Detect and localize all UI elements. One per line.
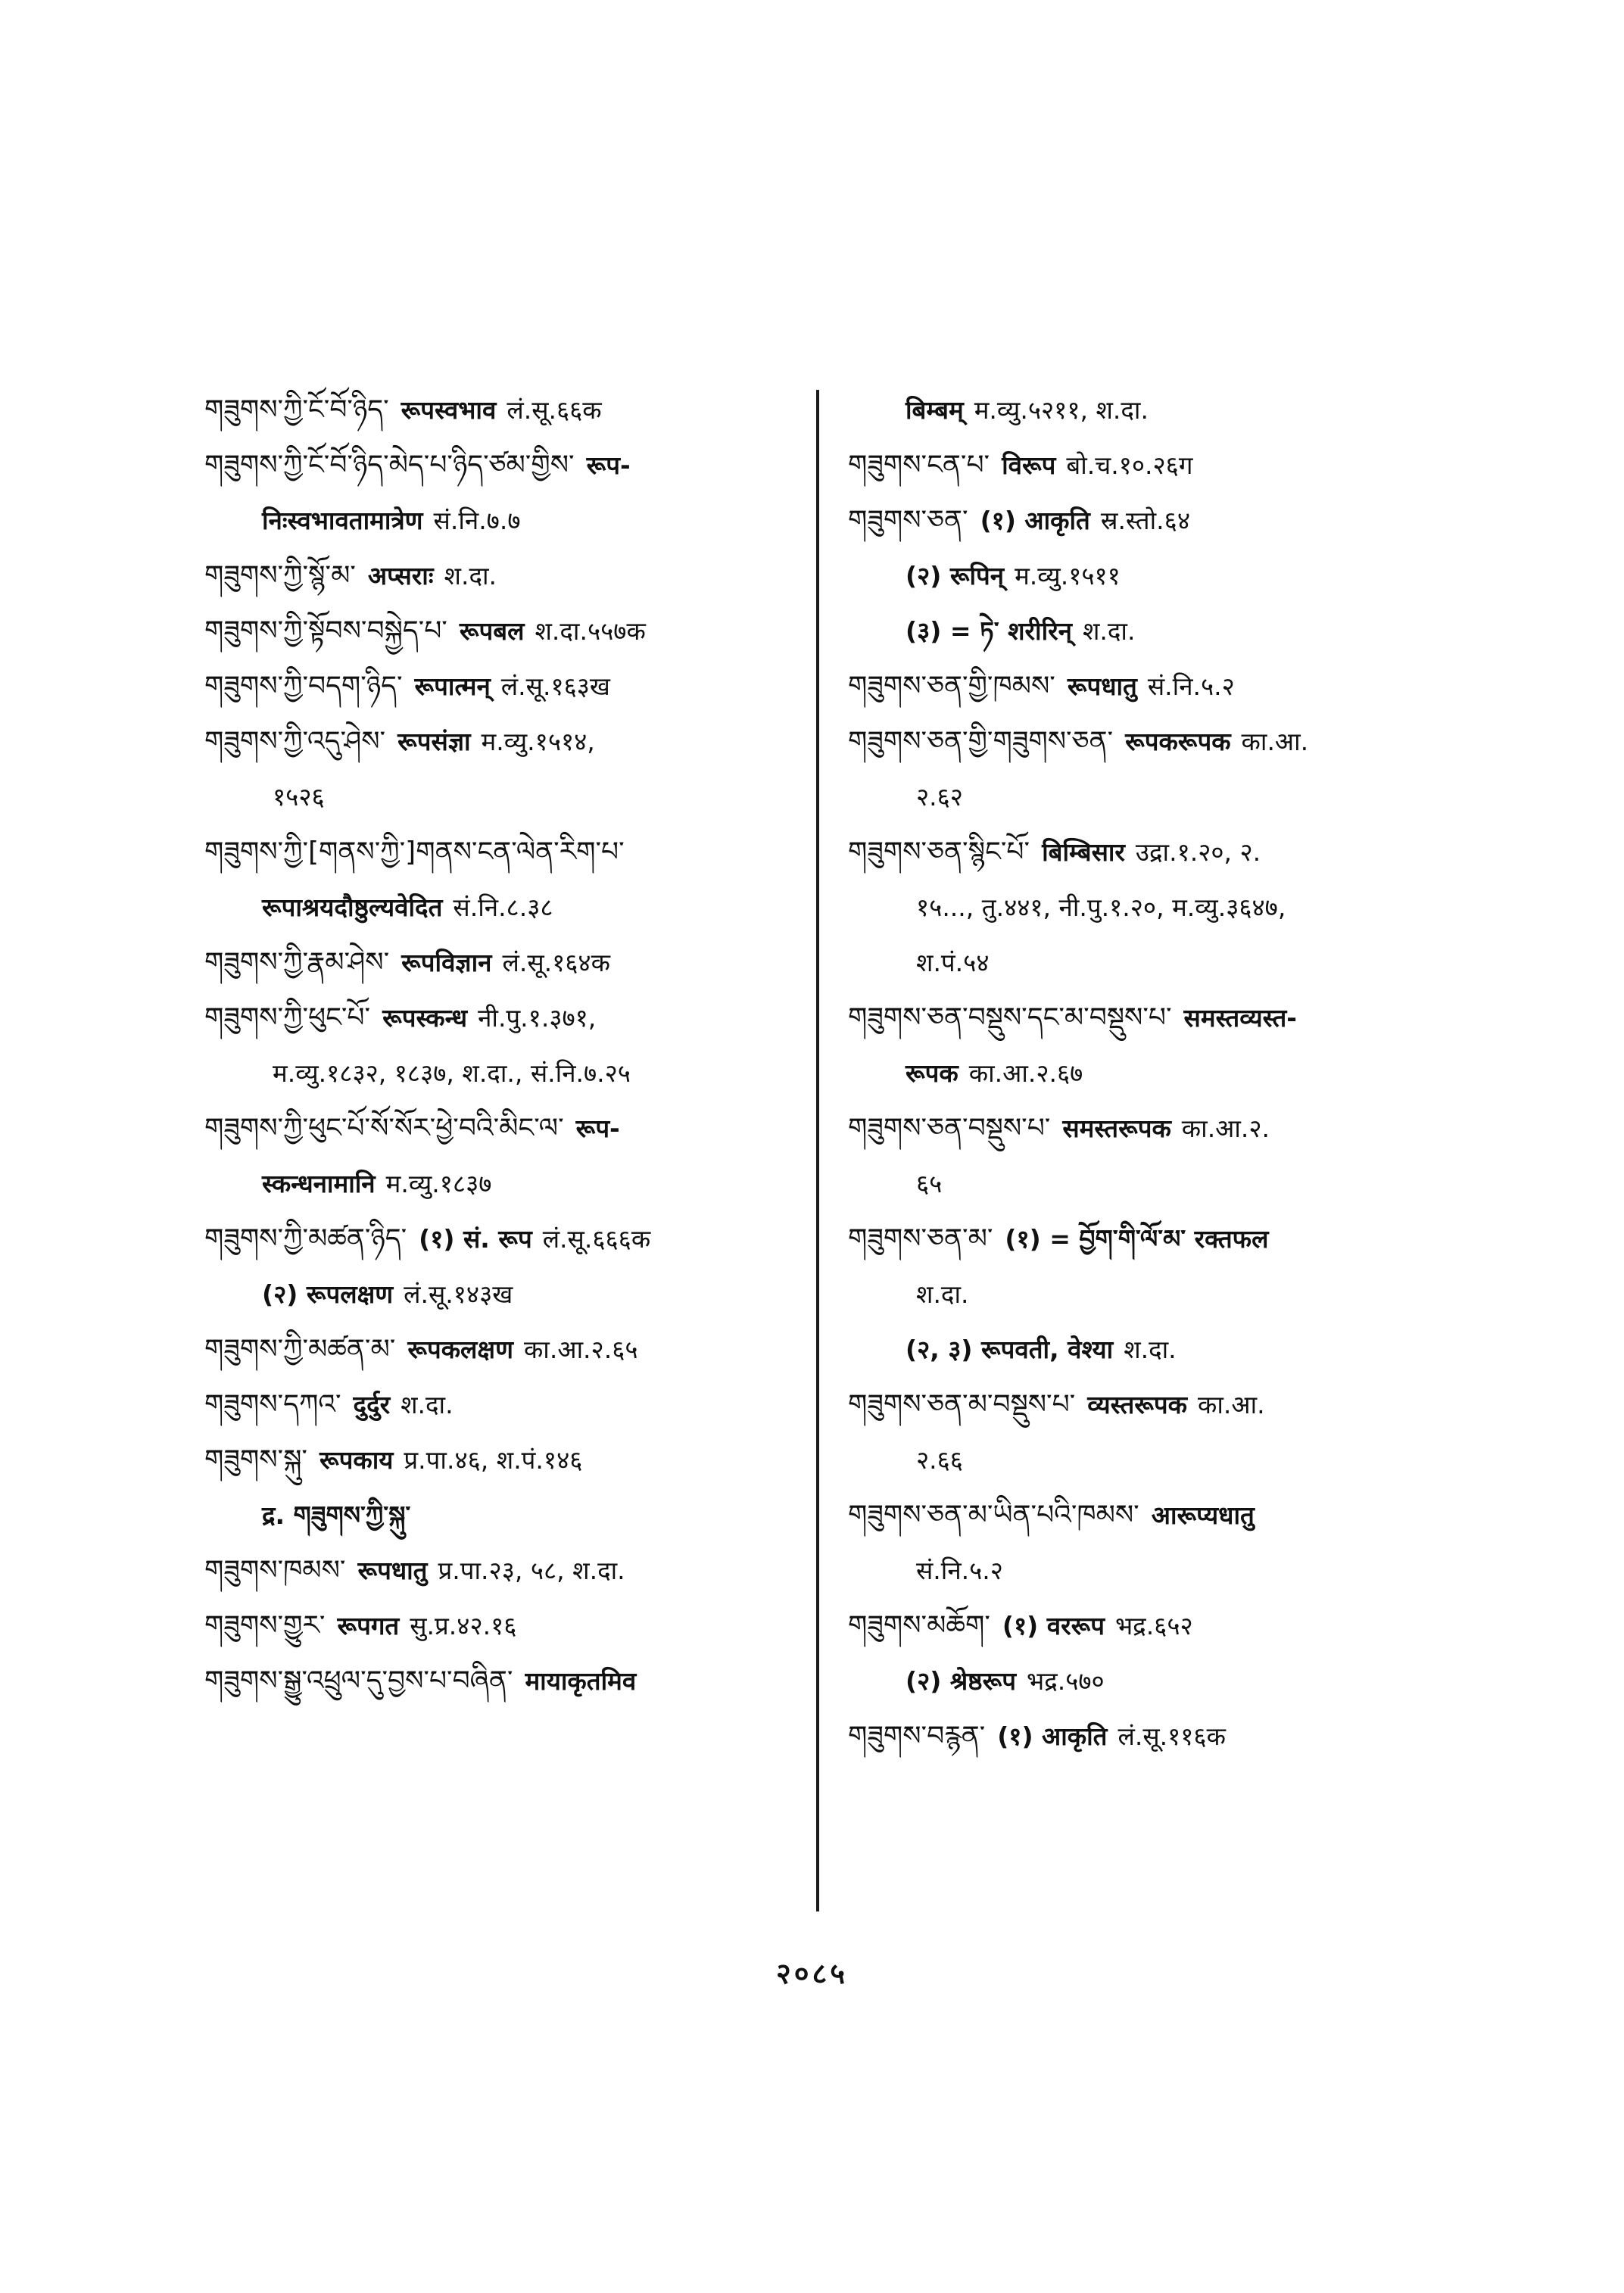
dictionary-line (204, 1156, 803, 1211)
sanskrit-equivalent: रूपाश्रयदौष्ठुल्यवेदित (262, 893, 443, 922)
dictionary-line (848, 603, 1454, 659)
source-reference: का.आ. (1241, 727, 1309, 756)
tibetan-headword: གཟུགས་སྒྱུ་འཕྲུལ་དུ་བྱས་པ་བཞིན་ (204, 1665, 513, 1696)
tibetan-headword: གཟུགས་ཀྱི་སྙོ་མ་ (204, 560, 356, 591)
sanskrit-equivalent: रूपसंज्ञा (397, 727, 471, 756)
sanskrit-equivalent: अप्सराः (367, 561, 434, 590)
sanskrit-equivalent: समस्तव्यस्त- (1183, 1003, 1298, 1033)
sanskrit-equivalent: रूपधातु (357, 1556, 428, 1585)
sanskrit-equivalent: (१) वररूप (1002, 1611, 1105, 1640)
sanskrit-equivalent: (१) आकृति (997, 1721, 1108, 1751)
tibetan-headword: གཟུགས་ཅན་བསྡུས་པ་ (848, 1113, 1051, 1144)
tibetan-headword: གཟུགས་ཀྱི་ངོ་བོ་ཉིད་ (204, 394, 389, 425)
sanskrit-equivalent: रूपधातु (1067, 671, 1137, 701)
dictionary-line (848, 714, 1454, 769)
sanskrit-equivalent: (१) सं. रूप (419, 1224, 532, 1254)
source-reference: श.दा. (916, 1279, 969, 1309)
tibetan-headword: གཟུགས་སྐུ་ (204, 1444, 307, 1475)
source-reference: सं.नि.५.२ (916, 1556, 1003, 1585)
dictionary-line (848, 1432, 1454, 1488)
source-reference: श.दा. (1082, 616, 1136, 646)
source-reference: म.व्यु.१८३२, १८३७, श.दा., सं.नि.७.२५ (273, 1058, 631, 1088)
dictionary-line (204, 714, 803, 769)
dictionary-line (848, 1488, 1454, 1543)
sanskrit-equivalent: (२) रूपिन् (906, 561, 1005, 590)
page-number: २०८५ (775, 1957, 849, 1990)
sanskrit-equivalent: (१) = བྱོག་གི་ལོ་མ་ रक्तफल (1005, 1224, 1269, 1254)
source-reference: प्र.पा.२३, ५८, श.दा. (438, 1556, 625, 1585)
sanskrit-equivalent: (२) श्रेष्ठरूप (906, 1666, 1016, 1696)
sanskrit-equivalent: रूपकरूपक (1125, 727, 1231, 756)
sanskrit-equivalent: (३) = ཏེ་ शरीरिन् (906, 616, 1072, 646)
source-reference: म.व्यु.१५११ (1015, 561, 1121, 590)
dictionary-line (204, 1045, 803, 1101)
dictionary-line (204, 438, 803, 493)
source-reference: का.आ.२.६७ (968, 1058, 1083, 1088)
source-reference: का.आ.२. (1181, 1114, 1270, 1143)
tibetan-headword: གཟུགས་དཀའ་ (204, 1389, 341, 1420)
tibetan-headword: གཟུགས་ཀྱི་རྣམ་ཤེས་ (204, 947, 390, 978)
dictionary-line (848, 548, 1454, 603)
source-reference: म.व्यु.५२११, श.दा. (974, 395, 1149, 425)
tibetan-headword: གཟུགས་ཀྱི་བདག་ཉིད་ (204, 671, 403, 702)
tibetan-headword: གཟུགས་ཅན་མ་ (848, 1223, 993, 1254)
source-reference: सं.नि.८.३८ (453, 893, 553, 922)
sanskrit-equivalent: (१) आकृति (980, 506, 1090, 535)
dictionary-line (848, 1377, 1454, 1432)
sanskrit-equivalent: रूपविज्ञान (401, 948, 492, 977)
dictionary-line (848, 1045, 1454, 1101)
source-reference: उद्रा.१.२०, २. (1135, 837, 1261, 867)
sanskrit-equivalent: स्कन्धनामानि (262, 1169, 376, 1198)
dictionary-line (848, 493, 1454, 548)
sanskrit-equivalent: रूपबल (459, 616, 525, 646)
source-reference: सु.प्र.४२.१६ (410, 1611, 517, 1640)
source-reference: का.आ.२.६५ (523, 1335, 638, 1364)
sanskrit-equivalent: मायाकृतमिव (525, 1666, 637, 1696)
dictionary-line (848, 382, 1454, 438)
dictionary-line (204, 1101, 803, 1156)
tibetan-headword: གཟུགས་ཀྱི་ངོ་བོ་ཉིད་མེད་པ་ཉིད་ཙམ་གྱིས་ (204, 450, 575, 481)
sanskrit-equivalent: रूपस्वभाव (401, 395, 497, 425)
dictionary-line (848, 1598, 1454, 1653)
source-reference: भद्र.५७० (1027, 1666, 1105, 1696)
sanskrit-equivalent: व्यस्तरूपक (1087, 1390, 1188, 1419)
dictionary-line (204, 548, 803, 603)
tibetan-headword: གཟུགས་ཅན་གྱི་གཟུགས་ཅན་ (848, 726, 1114, 757)
dictionary-line (204, 1377, 803, 1432)
dictionary-line (204, 824, 803, 880)
dictionary-line (848, 438, 1454, 493)
tibetan-headword: གཟུགས་ཅན་ (848, 505, 968, 536)
source-reference: २.६६ (916, 1445, 963, 1475)
tibetan-headword: གཟུགས་ཁམས་ (204, 1555, 346, 1586)
tibetan-headword: གཟུགས་གྱུར་ (204, 1610, 326, 1641)
dictionary-line (204, 1653, 803, 1709)
dictionary-line (848, 769, 1454, 824)
source-reference: लं.सू.१४३ख (404, 1279, 513, 1309)
tibetan-headword: གཟུགས་ངན་པ་ (848, 450, 990, 481)
source-reference: नी.पु.१.३७१, (478, 1003, 597, 1033)
tibetan-headword: གཟུགས་ཀྱི་མཚན་མ་ (204, 1334, 396, 1365)
dictionary-line (848, 990, 1454, 1045)
tibetan-headword: གཟུགས་ཀྱི་ཕུང་པོ་ (204, 1002, 371, 1033)
dictionary-line (204, 990, 803, 1045)
dictionary-line (204, 382, 803, 438)
dictionary-line (204, 1432, 803, 1488)
dictionary-line (204, 1211, 803, 1266)
source-reference: ६५ (916, 1169, 943, 1198)
tibetan-headword: གཟུགས་ཅན་མ་ཡིན་པའི་ཁམས་ (848, 1500, 1139, 1531)
tibetan-headword: གཟུགས་ཀྱི་མཚན་ཉིད་ (204, 1223, 407, 1254)
dictionary-line (204, 603, 803, 659)
tibetan-headword: གཟུགས་ཅན་མ་བསྡུས་པ་ (848, 1389, 1076, 1420)
dictionary-line (204, 1598, 803, 1653)
sanskrit-equivalent: रूपकलक्षण (407, 1335, 513, 1364)
dictionary-line (848, 1709, 1454, 1764)
column-divider (816, 390, 819, 1911)
source-reference: १५..., तु.४४१, नी.पु.१.२०, म.व्यु.३६४७, (916, 893, 1286, 922)
dictionary-line (204, 1543, 803, 1598)
sanskrit-equivalent: (२, ३) रूपवती, वेश्या (906, 1335, 1114, 1364)
source-reference: सं.नि.७.७ (433, 506, 521, 535)
sanskrit-equivalent: समस्तरूपक (1062, 1114, 1171, 1143)
sanskrit-equivalent: रूपगत (337, 1611, 400, 1640)
source-reference: भद्र.६५२ (1114, 1611, 1193, 1640)
source-reference: लं.सू.१६३ख (500, 671, 610, 701)
source-reference: श.दा. (444, 561, 497, 590)
source-reference: प्र.पा.४६, श.पं.१४६ (404, 1445, 583, 1475)
tibetan-headword: གཟུགས་ཀྱི་[གནས་ཀྱི་]གནས་ངན་ལེན་རིག་པ་ (204, 837, 625, 868)
source-reference: म.व्यु.१८३७ (385, 1169, 492, 1198)
dictionary-line (204, 880, 803, 935)
dictionary-line (848, 1101, 1454, 1156)
source-reference: का.आ. (1198, 1390, 1265, 1419)
sanskrit-equivalent: रूपात्मन् (414, 671, 491, 701)
dictionary-line (848, 880, 1454, 935)
source-reference: म.व्यु.१५१४, (481, 727, 595, 756)
source-reference: बो.च.१०.२६ग (1066, 450, 1193, 480)
tibetan-headword: གཟུགས་ཀྱི་ཕུང་པོ་སོ་སོར་ཕྱེ་བའི་མིང་ལ་ (204, 1113, 564, 1144)
dictionary-line (848, 935, 1454, 990)
right-column (848, 382, 1454, 1764)
dictionary-line (848, 1156, 1454, 1211)
source-reference: १५२६ (273, 782, 325, 812)
sanskrit-equivalent: रूप- (575, 1114, 620, 1143)
tibetan-headword: གཟུགས་ཀྱི་སྟོབས་བསྐྱེད་པ་ (204, 615, 447, 646)
source-reference: स्र.स्तो.६४ (1100, 506, 1190, 535)
source-reference: श.दा. (401, 1390, 454, 1419)
sanskrit-equivalent: दुर्दुर (353, 1390, 391, 1419)
dictionary-line (204, 769, 803, 824)
sanskrit-equivalent: रूपक (906, 1058, 959, 1088)
source-reference: लं.सू.६६क (507, 395, 602, 425)
tibetan-headword: གཟུགས་ཅན་གྱི་ཁམས་ (848, 671, 1055, 702)
source-reference: लं.सू.१६४क (502, 948, 610, 977)
sanskrit-equivalent: विरूप (1002, 450, 1056, 480)
source-reference: सं.नि.५.२ (1147, 671, 1235, 701)
sanskrit-equivalent: बिम्बम् (906, 395, 964, 425)
source-reference: लं.सू.६६६क (542, 1224, 651, 1254)
dictionary-line (204, 659, 803, 714)
source-reference: श.दा. (1124, 1335, 1177, 1364)
tibetan-headword: གཟུགས་བརྙན་ (848, 1721, 986, 1752)
sanskrit-equivalent: रूपकाय (319, 1445, 394, 1475)
dictionary-line (204, 1322, 803, 1377)
sanskrit-equivalent: (२) रूपलक्षण (262, 1279, 394, 1309)
dictionary-line (204, 935, 803, 990)
tibetan-headword: གཟུགས་མཆོག་ (848, 1610, 990, 1641)
dictionary-line (204, 1266, 803, 1322)
dictionary-line (848, 1266, 1454, 1322)
tibetan-headword: གཟུགས་ཀྱི་འདུ་ཤེས་ (204, 726, 386, 757)
dictionary-line (848, 1543, 1454, 1598)
sanskrit-equivalent: बिम्बिसार (1042, 837, 1125, 867)
left-column (204, 382, 803, 1709)
source-reference: श.दा.५५७क (535, 616, 646, 646)
sanskrit-equivalent: आरूप्यधातु (1151, 1500, 1255, 1530)
source-reference: श.पं.५४ (916, 948, 990, 977)
tibetan-headword: གཟུགས་ཅན་བསྡུས་དང་མ་བསྡུས་པ་ (848, 1002, 1172, 1033)
dictionary-line (848, 824, 1454, 880)
dictionary-line (848, 1211, 1454, 1266)
tibetan-headword: གཟུགས་ཅན་སྙིང་པོ་ (848, 837, 1030, 868)
dictionary-line (848, 659, 1454, 714)
source-reference: २.६२ (916, 782, 963, 812)
dictionary-line (204, 493, 803, 548)
sanskrit-equivalent: निःस्वभावतामात्रेण (262, 506, 423, 535)
sanskrit-equivalent: रूप- (586, 450, 631, 480)
sanskrit-equivalent: रूपस्कन्ध (382, 1003, 468, 1033)
dictionary-line (848, 1322, 1454, 1377)
dictionary-line (204, 1488, 803, 1543)
source-reference: लं.सू.११६क (1117, 1721, 1226, 1751)
sanskrit-equivalent: द्र. གཟུགས་ཀྱི་སྐུ་ (262, 1500, 411, 1530)
dictionary-line (848, 1653, 1454, 1709)
